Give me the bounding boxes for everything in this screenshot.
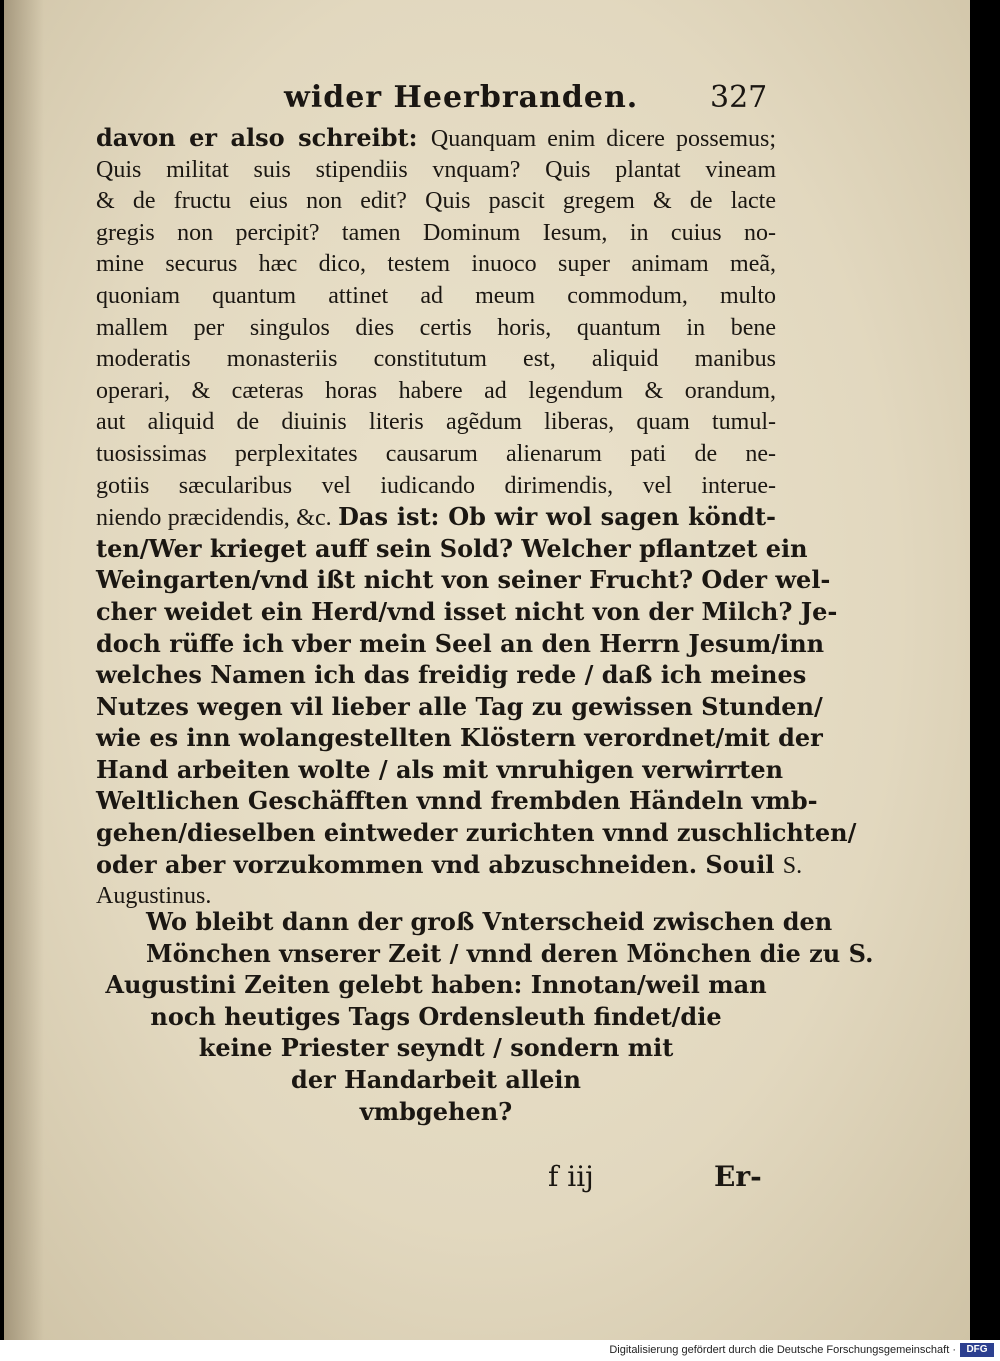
latin-text: S. <box>782 852 803 879</box>
running-title: wider Heerbranden. <box>284 80 639 115</box>
text-line: Wo bleibt dann der groß Vnterscheid zwischen den <box>146 907 833 936</box>
text-line: Augustini Zeiten gelebt haben: Innotan/weil man <box>105 970 767 1000</box>
latin-text: gotiis sæcularibus vel iudicando dirimendis, vel interue- <box>96 472 776 499</box>
catchword: Er- <box>714 1160 762 1193</box>
text-line <box>96 722 823 754</box>
latin-text: mallem per singulos dies certis horis, quantum in bene <box>96 314 776 341</box>
text-line <box>96 564 831 596</box>
running-header <box>4 80 970 120</box>
latin-text: niendo præcidendis, &c. <box>96 505 339 532</box>
german-text: welches Namen ich das freidig rede / daß ich meines <box>96 660 807 690</box>
text-line <box>96 501 776 533</box>
page-gutter-shadow <box>4 0 44 1340</box>
text-line <box>96 596 838 628</box>
german-text: gehen/dieselben eintweder zurichten vnnd zuschlichten/ <box>96 818 857 848</box>
german-text: oder aber vorzukommen vnd abzuschneiden. Souil <box>96 849 783 879</box>
text-line <box>96 280 776 312</box>
latin-text: aut aliquid de diuinis literis agẽdum liberas, quam tumul- <box>96 409 776 436</box>
latin-text: operari, & cæteras horas habere ad legendum & orandum, <box>96 377 776 404</box>
text-line <box>96 248 776 280</box>
german-text: ten/Wer krieget auff sein Sold? Welcher pflantzet ein <box>96 533 808 563</box>
funding-credit: Digitalisierung gefördert durch die Deutsche Forschungsgemeinschaft · <box>609 1344 956 1356</box>
digitization-credit-bar <box>0 1340 1000 1361</box>
text-line <box>96 817 857 849</box>
main-text-block <box>96 122 857 912</box>
text-line <box>96 470 776 502</box>
text-line: noch heutiges Tags Ordensleuth findet/die <box>150 1001 722 1031</box>
german-text: cher weidet ein Herd/vnd isset nicht von der Milch? Je- <box>96 596 838 626</box>
text-line: der Handarbeit allein <box>291 1064 581 1094</box>
text-line: keine Priester seyndt / sondern mit <box>198 1033 674 1063</box>
text-line <box>96 628 825 660</box>
text-line: vmbgehen? <box>359 1096 513 1126</box>
text-line: Mönchen vnserer Zeit / vnnd deren Mönchen die zu S. <box>146 938 874 968</box>
latin-text: moderatis monasteriis constitutum est, aliquid manibus <box>96 346 776 373</box>
book-page <box>4 0 970 1340</box>
text-line <box>96 533 808 565</box>
text-line <box>96 691 823 723</box>
latin-text: Quis militat suis stipendiis vnquam? Quis plantat vineam <box>96 156 776 183</box>
text-line <box>96 785 818 817</box>
text-line <box>96 154 776 186</box>
text-line <box>96 406 776 438</box>
german-text: doch rüffe ich vber mein Seel an den Herrn Jesum/inn <box>96 628 825 658</box>
page-number: 327 <box>710 80 768 115</box>
german-text: davon er also schreibt: <box>96 123 431 152</box>
text-line <box>96 849 803 881</box>
latin-text: Augustinus. <box>96 883 212 910</box>
text-line <box>96 122 776 154</box>
german-text: Nutzes wegen vil lieber alle Tag zu gewissen Stunden/ <box>96 691 823 721</box>
latin-text: quoniam quantum attinet ad meum commodum, multo <box>96 282 776 309</box>
latin-text: Quanquam enim dicere possemus; <box>430 126 777 152</box>
latin-text: tuosissimas perplexitates causarum alienarum pati de ne- <box>96 440 776 467</box>
text-line <box>96 343 776 375</box>
dfg-logo: DFG <box>960 1343 994 1357</box>
closing-paragraph <box>96 906 874 1127</box>
latin-text: gregis non percipit? tamen Dominum Iesum, in cuius no- <box>96 219 776 246</box>
text-line <box>96 375 776 407</box>
german-text: Das ist: Ob wir wol sagen köndt- <box>338 502 777 532</box>
latin-text: mine securus hæc dico, testem inuoco super animam meã, <box>96 251 776 278</box>
german-text: wie es inn wolangestellten Klöstern verordnet/mit der <box>96 723 823 753</box>
text-line <box>96 217 776 249</box>
text-line <box>96 438 776 470</box>
text-line <box>96 659 807 691</box>
text-line <box>96 185 776 217</box>
german-text: Weltlichen Geschäfften vnnd frembden Händeln vmb- <box>96 786 818 816</box>
latin-text: & de fructu eius non edit? Quis pascit gregem & de lacte <box>96 188 776 215</box>
signature-mark: f iij <box>548 1160 594 1193</box>
german-text: Hand arbeiten wolte / als mit vnruhigen verwirrten <box>96 754 784 784</box>
text-line <box>96 312 776 344</box>
german-text: Weingarten/vnd ißt nicht von seiner Frucht? Oder wel- <box>96 565 831 595</box>
text-line <box>96 754 784 786</box>
